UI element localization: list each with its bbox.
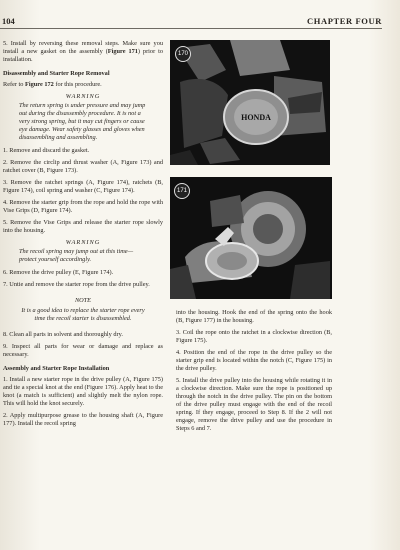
right-step-5: 5. Install the drive pulley into the housing while rotating it in a clockwise direction. Make sure the rope is positioned up through the notch in the drive pulley. The pin on the bottom of the drive pulley must engage with the end of the recoil spring. If they engage, proceed to Step 8. If the 2 will not engage, remove the drive pulley and use the procedure in Steps 6 and 7. [176, 377, 332, 432]
step-9: 9. Inspect all parts for wear or damage and replace as necessary. [3, 343, 163, 358]
assembly-step-1: 1. Install a new starter rope in the drive pulley (A, Figure 175) and tie a special knot at the end (Figure 176). Apply heat to the knot (a match is sufficient) and slightly melt the nylon rope. This will hold the knot securely. [3, 376, 163, 407]
step-2: 2. Remove the circlip and thrust washer (A, Figure 173) and ratchet cover (B, Figure 173). [3, 159, 163, 174]
step-8: 8. Clean all parts in solvent and thoroughly dry. [3, 331, 123, 338]
page-header [2, 16, 382, 28]
header-rule [0, 28, 382, 29]
section-heading-assembly: Assembly and Starter Rope Installation [3, 365, 110, 372]
warning-title-2: WARNING [65, 239, 101, 246]
step-3: 3. Remove the ratchet springs (A, Figure 174), ratchets (B, Figure 174), coil spring and washer (C, Figure 174). [3, 179, 163, 194]
step-1: 1. Remove and discard the gasket. [3, 147, 90, 154]
engine-photo [170, 40, 330, 165]
left-column [3, 40, 163, 432]
page-number: 104 [2, 16, 15, 26]
figure-171-tag: 171 [174, 183, 190, 199]
step-4: 4. Remove the starter grip from the rope and hold the rope with Vise Grips (D, Figure 174). [3, 199, 163, 214]
paragraph-refer: Refer to Figure 172 for this procedure. [3, 81, 102, 88]
warning-title: WARNING [65, 93, 101, 100]
figure-170-tag: 170 [175, 46, 191, 62]
right-step-4: 4. Position the end of the rope in the drive pulley so the starter grip end is located within the notch (C, Figure 175) in the drive pulley. [176, 349, 332, 372]
warning-text-2: The recoil spring may jump out at this time—protect yourself accordingly. [19, 248, 134, 263]
assembly-step-2: 2. Apply multipurpose grease to the housing shaft (A, Figure 177). Install the recoil spring [3, 412, 163, 427]
note-title: NOTE [74, 297, 92, 304]
step-7: 7. Untie and remove the starter rope from the drive pulley. [3, 281, 150, 288]
section-heading-disassembly: Disassembly and Starter Rope Removal [3, 70, 110, 77]
engine-illustration [170, 40, 330, 165]
step-6: 6. Remove the drive pulley (E, Figure 174). [3, 269, 114, 276]
chapter-title: CHAPTER FOUR [307, 16, 382, 26]
right-step-3: 3. Coil the rope onto the ratchet in a clockwise direction (B, Figure 175). [176, 329, 332, 344]
step-5: 5. Remove the Vise Grips and release the starter rope slowly into the housing. [3, 219, 163, 234]
note-text: It is a good idea to replace the starter rope every time the recoil starter is disassembled. [21, 307, 145, 322]
starter-photo [170, 177, 332, 299]
honda-logo: HONDA [241, 113, 271, 122]
right-column [176, 309, 332, 437]
paragraph-install: 5. Install by reversing these removal steps. Make sure you install a new gasket on the assembly (Figure 171) prior to installation. [3, 40, 163, 63]
starter-illustration [170, 177, 332, 299]
warning-text: The return spring is under pressure and may jump out during the disassembly procedure. It is not a very strong spring, but it may cut fingers or cause eye damage. Wear safety glasses and gloves when disassembling and assembling. [19, 102, 146, 141]
right-paragraph-1: into the housing. Hook the end of the spring onto the hook (B, Figure 177) in the housing. [176, 309, 332, 324]
